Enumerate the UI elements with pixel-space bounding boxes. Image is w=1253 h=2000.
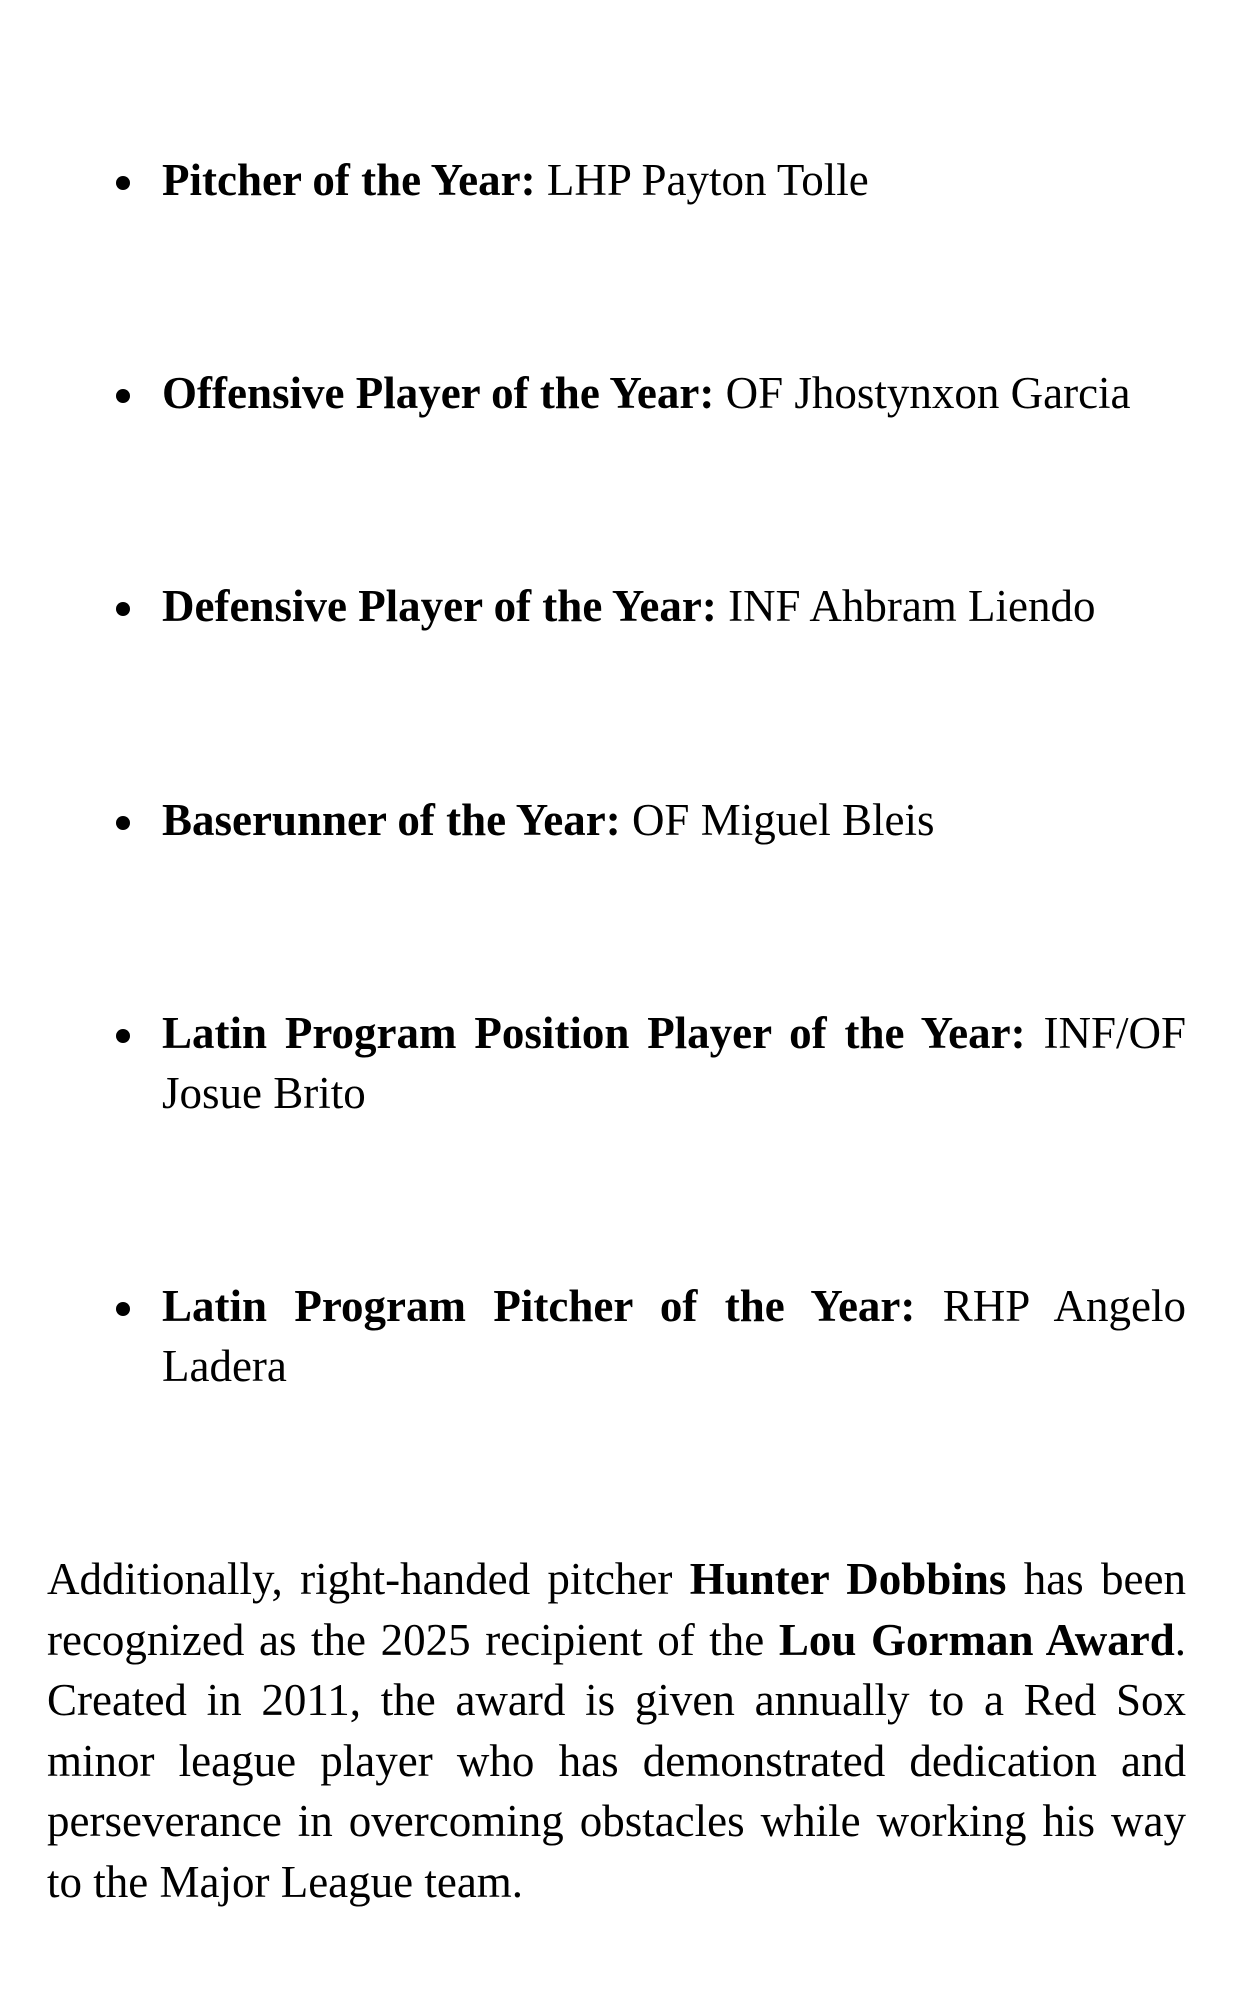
bullet-icon (116, 1302, 130, 1316)
player-name: Hunter Dobbins (689, 1554, 1007, 1604)
award-value: INF Ahbram Liendo (728, 581, 1096, 631)
award-label: Latin Program Pitcher of the Year: (162, 1281, 916, 1331)
award-item-latin-pitcher (162, 1276, 1186, 1396)
bullet-icon (116, 176, 130, 190)
bullet-icon (116, 1029, 130, 1043)
paragraph-text: . Created in 2011, the award is given annually to a Red Sox minor league player who has demonstrated dedication and perseverance in overcoming obstacles while working his way to the Major League team. (47, 1614, 1186, 1907)
award-value: LHP Payton Tolle (546, 155, 869, 205)
paragraph-text: Additionally, right-handed pitcher (47, 1554, 690, 1604)
bullet-icon (116, 602, 130, 616)
award-label: Offensive Player of the Year: (162, 368, 715, 418)
award-value: OF Jhostynxon Garcia (725, 368, 1131, 418)
lou-gorman-paragraph (47, 1549, 1186, 1912)
award-value: INF/OF Josue Brito (162, 1008, 1187, 1118)
award-label: Latin Program Position Player of the Year: (162, 1008, 1026, 1058)
award-item-offensive (162, 363, 1186, 423)
award-label: Defensive Player of the Year: (162, 581, 717, 631)
award-value: OF Miguel Bleis (631, 795, 935, 845)
award-item-defensive (162, 576, 1186, 636)
award-value: RHP Angelo Ladera (162, 1281, 1187, 1391)
award-item-latin-position-player (162, 1003, 1186, 1123)
paragraph-text: has been recognized as the 2025 recipient of the (47, 1554, 1186, 1665)
award-name: Lou Gorman Award (778, 1614, 1175, 1665)
award-label: Pitcher of the Year: (162, 155, 536, 205)
award-item-pitcher (162, 150, 1186, 210)
award-label: Baserunner of the Year: (162, 795, 621, 845)
bullet-icon (116, 389, 130, 403)
bullet-icon (116, 816, 130, 830)
award-item-baserunner (162, 790, 1186, 850)
